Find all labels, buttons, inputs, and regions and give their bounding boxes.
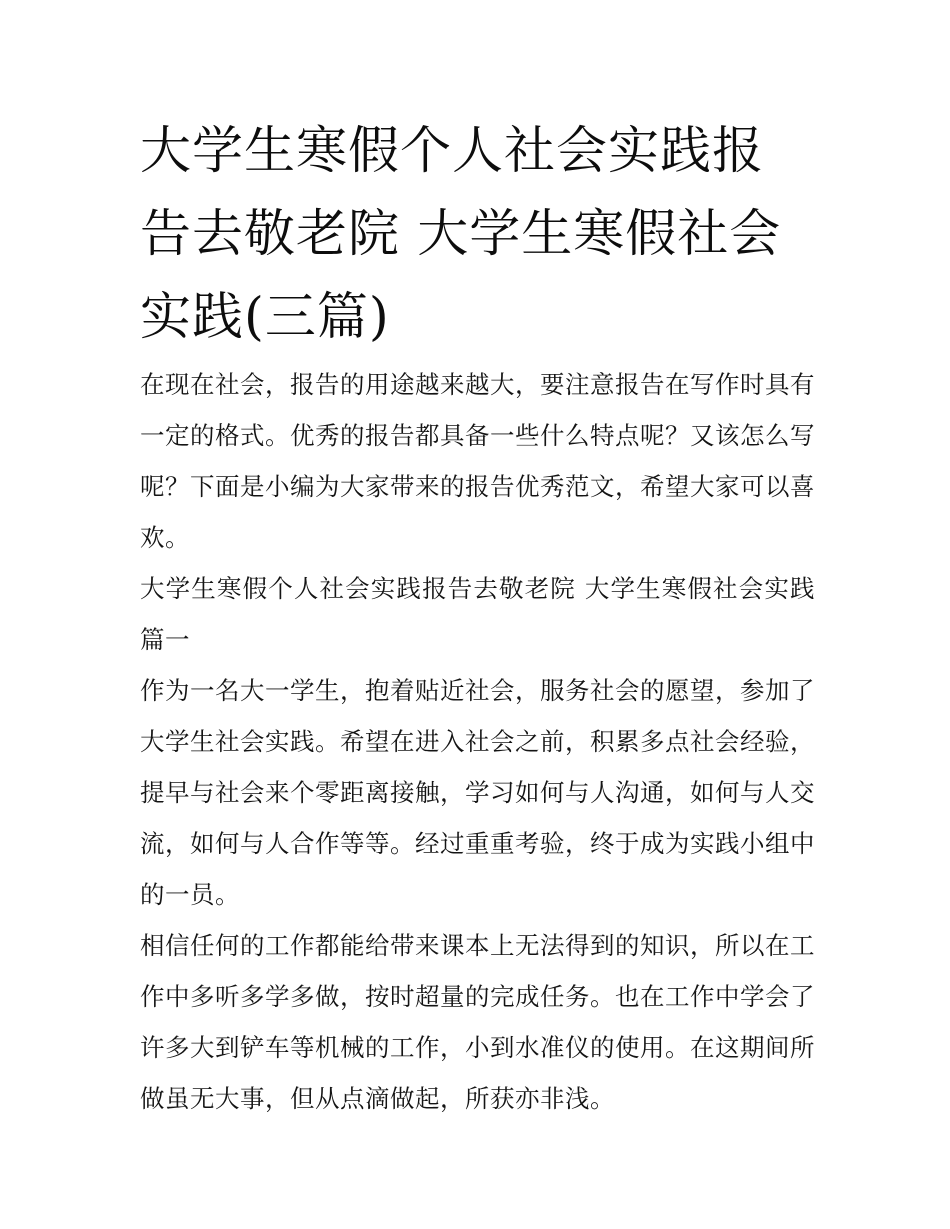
body-paragraph-1: 作为一名大一学生，抱着贴近社会，服务社会的愿望，参加了大学生社会实践。希望在进入社会之前，积累多点社会经验，提早与社会来个零距离接触，学习如何与人沟通，如何与人交流，如何与人合作等等。经过重重考验，终于成为实践小组中的一员。 bbox=[140, 676, 815, 909]
section-heading: 大学生寒假个人社会实践报告去敬老院 大学生寒假社会实践篇一 bbox=[140, 574, 815, 654]
intro-paragraph: 在现在社会，报告的用途越来越大，要注意报告在写作时具有一定的格式。优秀的报告都具备一些什么特点呢？又该怎么写呢？下面是小编为大家带来的报告优秀范文，希望大家可以喜欢。 bbox=[140, 370, 815, 552]
body-paragraph-2: 相信任何的工作都能给带来课本上无法得到的知识，所以在工作中多听多学多做，按时超量的完成任务。也在工作中学会了许多大到铲车等机械的工作，小到水准仪的使用。在这期间所做虽无大事，但从点滴做起，所获亦非浅。 bbox=[140, 931, 815, 1113]
document-title: 大学生寒假个人社会实践报告去敬老院 大学生寒假社会实践(三篇) bbox=[140, 122, 782, 347]
document-page bbox=[140, 110, 815, 1124]
